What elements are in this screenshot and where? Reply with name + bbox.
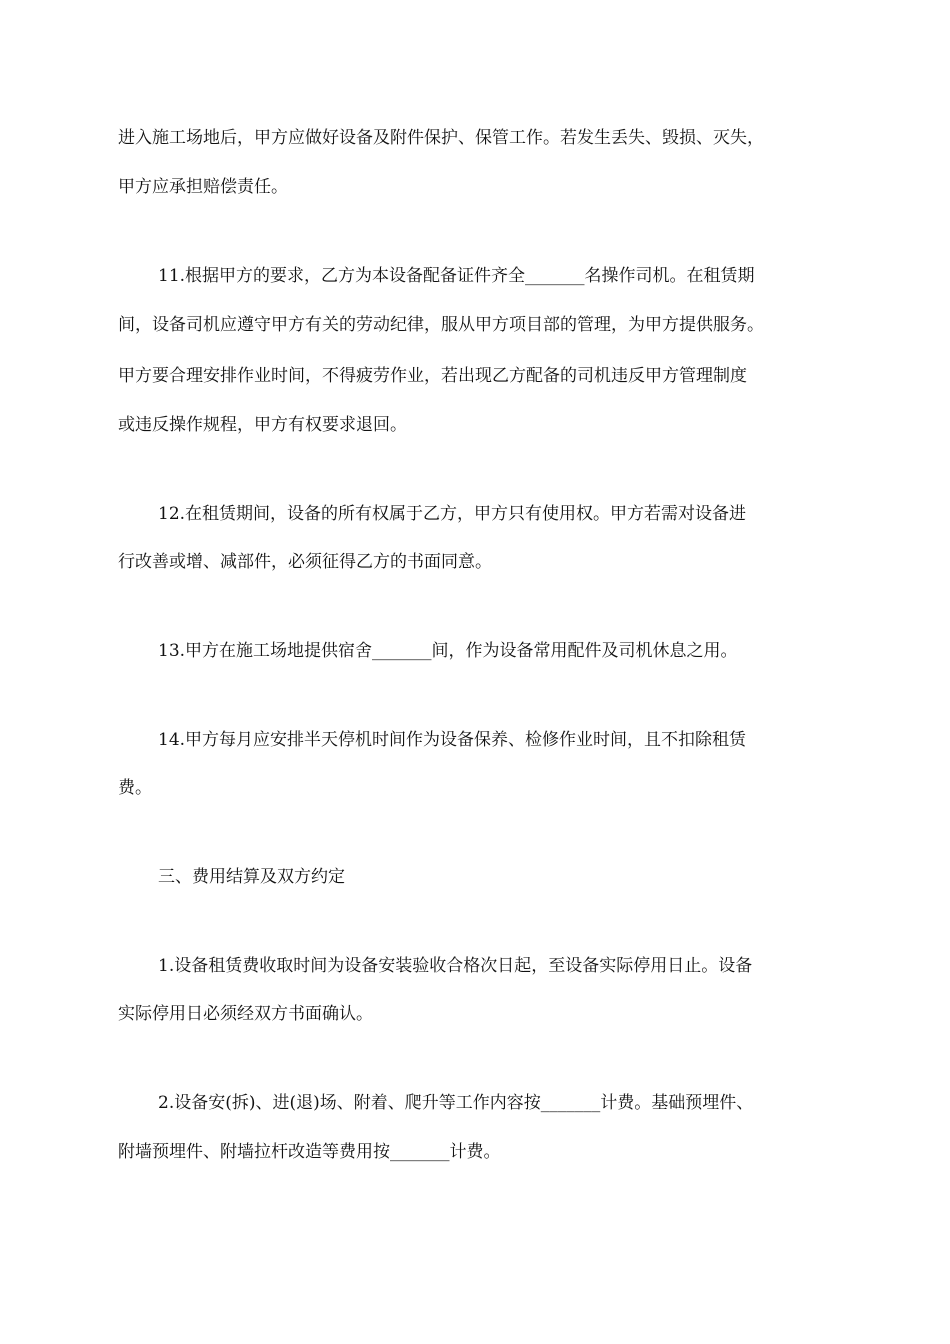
paragraph-line: 间，设备司机应遵守甲方有关的劳动纪律，服从甲方项目部的管理，为甲方提供服务。 (118, 315, 764, 335)
paragraph-line: 甲方应承担赔偿责任。 (118, 177, 288, 197)
clause-13-line: 13.甲方在施工场地提供宿舍_______间，作为设备常用配件及司机休息之用。 (158, 641, 738, 661)
paragraph-line: 附墙预埋件、附墙拉杆改造等费用按_______计费。 (118, 1142, 501, 1162)
clause-2-line: 2.设备安(拆)、进(退)场、附着、爬升等工作内容按_______计费。基础预埋件、 (158, 1093, 754, 1113)
clause-14-line: 14.甲方每月应安排半天停机时间作为设备保养、检修作业时间，且不扣除租赁 (158, 730, 747, 750)
clause-12-line: 12.在租赁期间，设备的所有权属于乙方，甲方只有使用权。甲方若需对设备进 (158, 504, 747, 524)
paragraph-line: 行改善或增、减部件，必须征得乙方的书面同意。 (118, 552, 492, 572)
paragraph-line: 费。 (118, 778, 152, 798)
section-heading: 三、费用结算及双方约定 (158, 867, 345, 887)
paragraph-line: 进入施工场地后，甲方应做好设备及附件保护、保管工作。若发生丢失、毁损、灭失， (118, 128, 764, 148)
clause-1-line: 1.设备租赁费收取时间为设备安装验收合格次日起，至设备实际停用日止。设备 (158, 956, 753, 976)
paragraph-line: 甲方要合理安排作业时间，不得疲劳作业，若出现乙方配备的司机违反甲方管理制度 (118, 366, 747, 386)
paragraph-line: 实际停用日必须经双方书面确认。 (118, 1004, 373, 1024)
paragraph-line: 或违反操作规程，甲方有权要求退回。 (118, 415, 407, 435)
clause-11-line: 11.根据甲方的要求，乙方为本设备配备证件齐全_______名操作司机。在租赁期 (158, 266, 755, 286)
